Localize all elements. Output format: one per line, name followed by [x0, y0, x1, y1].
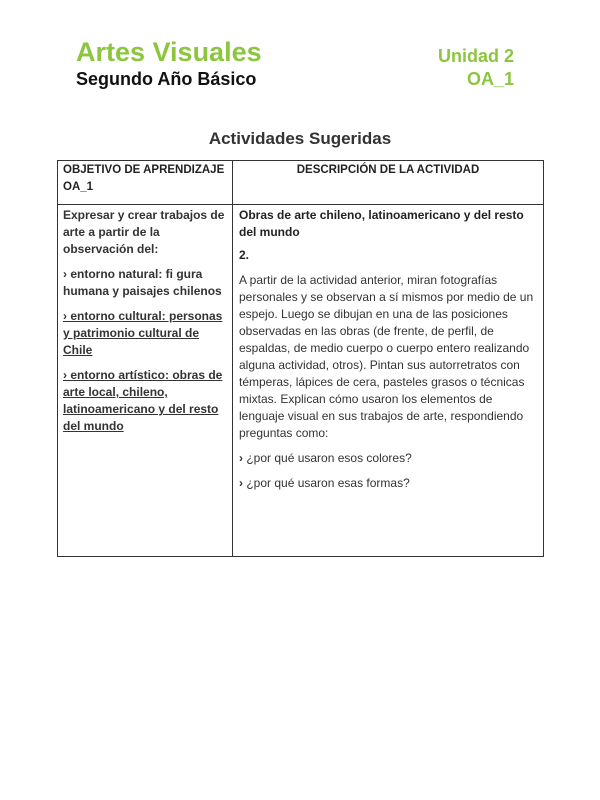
bullet-icon: › [239, 451, 243, 465]
activity-heading: Obras de arte chileno, latinoamericano y del resto del mundo [239, 208, 524, 239]
column-header-description: DESCRIPCIÓN DE LA ACTIVIDAD [233, 161, 544, 205]
table-header-row [58, 161, 544, 205]
oa-label: OA_1 [466, 69, 514, 89]
question-text: ¿por qué usaron esas formas? [246, 476, 410, 490]
question-item [239, 450, 537, 467]
activity-table [57, 160, 544, 557]
table-body-row [58, 205, 544, 557]
question-item [239, 475, 537, 492]
question-text: ¿por qué usaron esos colores? [246, 451, 412, 465]
document-subtitle: Segundo Año Básico [76, 69, 257, 89]
objective-item-artistic: › entorno artístico: obras de arte local, chileno, latinoamericano y del resto del mundo [63, 368, 223, 433]
objective-cell [58, 205, 233, 557]
objective-intro: Expresar y crear trabajos de arte a partir de la observación del: [63, 208, 225, 256]
document-title: Artes Visuales [76, 37, 262, 67]
objective-item-cultural: › entorno cultural: personas y patrimonio cultural de Chile [63, 309, 223, 357]
activity-paragraph: A partir de la actividad anterior, miran fotografías personales y se observan a sí mismos por medio de un espejo. Luego se dibujan en una de las posiciones observadas en las obras (de frente, de perfil, de espaldas, de medio cuerpo o cuerpo entero realizando alguna actividad, otros). Pintan sus autorretratos con témperas, lápices de cera, pasteles grasos o técnicas mixtas. Explican cómo usaron los elementos de lenguaje visual en sus trabajos de arte, respondiendo preguntas como: [239, 273, 534, 440]
activity-number: 2. [239, 248, 250, 262]
bullet-icon: › [239, 476, 243, 490]
column-header-objective: OBJETIVO DE APRENDIZAJE OA_1 [58, 161, 233, 205]
objective-item-natural: › entorno natural: fi gura humana y paisajes chilenos [63, 267, 222, 298]
description-cell [233, 205, 544, 557]
unit-label: Unidad 2 [437, 46, 514, 66]
section-title: Actividades Sugeridas [208, 129, 392, 148]
